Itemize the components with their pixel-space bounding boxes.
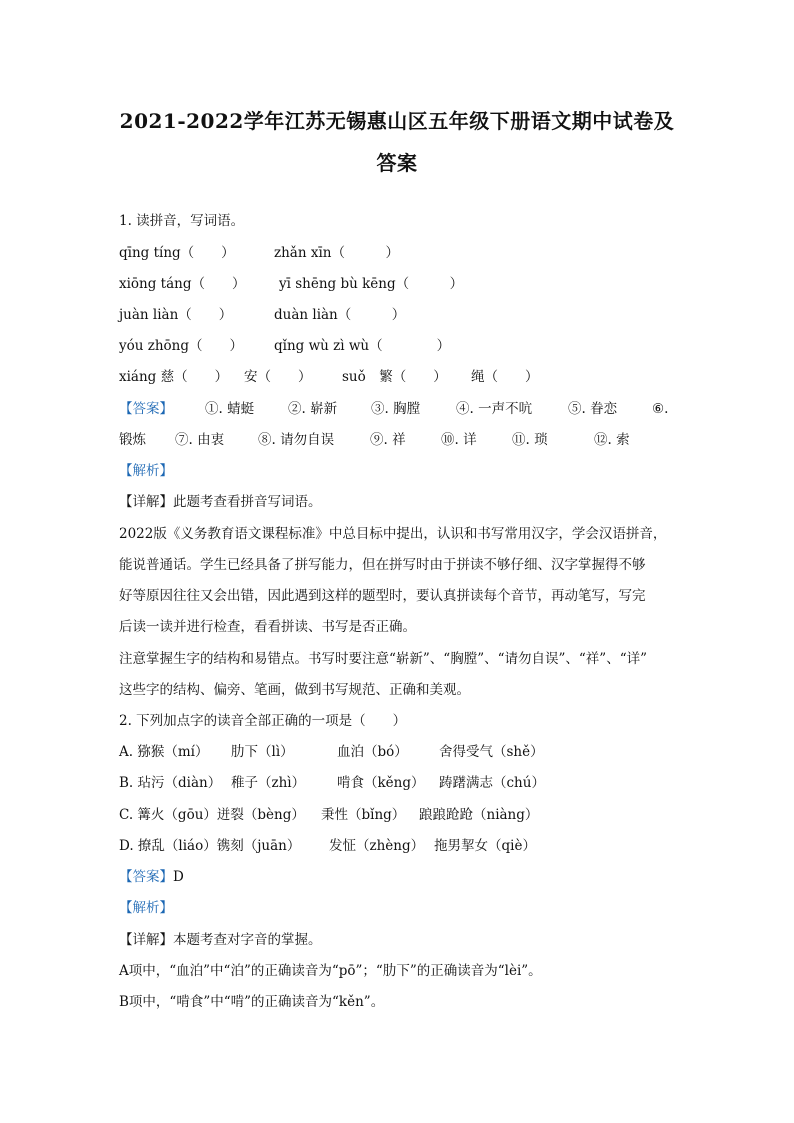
option-item: 稚子（zhì） bbox=[231, 775, 306, 791]
detail-line bbox=[119, 493, 679, 511]
answer-item: ⑦. 由衷 bbox=[175, 432, 225, 448]
option-item: 踌躇满志（chú） bbox=[439, 775, 545, 791]
answer-item: ②. 崭新 bbox=[288, 401, 338, 417]
pinyin-item: xiōng táng（ ） bbox=[119, 276, 246, 292]
explanation-line: B项中，“啃食”中“啃”的正确读音为“kěn”。 bbox=[119, 994, 385, 1010]
pinyin-item: 绳（ ） bbox=[471, 369, 539, 385]
paragraph-line: 2022版《义务教育语文课程标准》中总目标中提出，认识和书写常用汉字，学会汉语拼音， bbox=[119, 526, 667, 542]
option-item: C. 篝火（gōu）迸裂（bèng） bbox=[119, 807, 305, 823]
option-item: A. 猕猴（mí） bbox=[119, 744, 209, 760]
paragraph-line: 注意掌握生字的结构和易错点。书写时要注意“崭新”、“胸膛”、“请勿自误”、“祥”、“详” bbox=[119, 651, 648, 667]
answer-item: ⑤. 眷恋 bbox=[568, 401, 618, 417]
answer-item: ①. 蜻蜓 bbox=[205, 401, 255, 417]
answer-item: ④. 一声不吭 bbox=[456, 401, 533, 417]
answer-tag: 【答案】 bbox=[119, 869, 173, 885]
document-title: 2021-2022学年江苏无锡惠山区五年级下册语文期中试卷及 bbox=[119, 109, 675, 133]
detail-text: 本题考查对字音的掌握。 bbox=[173, 932, 322, 948]
answer-item: ⑫. 索 bbox=[594, 432, 630, 448]
pinyin-item: suǒ 繁（ ） bbox=[342, 369, 447, 385]
paragraph-line: 能说普通话。学生已经具备了拼写能力，但在拼写时由于拼读不够仔细、汉字掌握得不够 bbox=[119, 557, 646, 573]
answer-tag: 【答案】 bbox=[119, 401, 173, 417]
pinyin-item: yī shēng bù kēng（ ） bbox=[279, 276, 464, 292]
paragraph-line: 好等原因往往又会出错，因此遇到这样的题型时，要认真拼读每个音节，再动笔写，写完 bbox=[119, 588, 646, 604]
option-item: 肋下（lì） bbox=[231, 744, 294, 760]
answer-line bbox=[119, 868, 679, 886]
pinyin-item: juàn liàn（ ） bbox=[119, 307, 233, 323]
detail-line bbox=[119, 931, 679, 949]
option-item: 秉性（bǐng） bbox=[321, 807, 406, 823]
option-item: 发怔（zhèng） bbox=[329, 838, 425, 854]
option-item: 啃食（kěng） bbox=[337, 775, 425, 791]
answer-item: ⑥. bbox=[652, 401, 669, 417]
answer-item: ⑪. 琐 bbox=[512, 432, 548, 448]
pinyin-item: qǐng wù zì wù（ ） bbox=[274, 338, 451, 354]
answer-item: ③. 胸膛 bbox=[371, 401, 421, 417]
option-item: D. 撩乱（liáo）镌刻（juān） bbox=[119, 838, 301, 854]
answer-item: 锻炼 bbox=[119, 432, 146, 448]
detail-tag: 【详解】 bbox=[119, 494, 173, 510]
option-item: 血泊（bó） bbox=[337, 744, 408, 760]
answer-item: ⑧. 请勿自误 bbox=[258, 432, 335, 448]
option-item: 踉踉跄跄（niàng） bbox=[419, 807, 539, 823]
explanation-line: A项中，“血泊”中“泊”的正确读音为“pō”；“肋下”的正确读音为“lèi”。 bbox=[119, 963, 542, 979]
option-item: 舍得受气（shě） bbox=[439, 744, 544, 760]
answer-value: D bbox=[173, 869, 184, 885]
pinyin-item: qīng tíng（ ） bbox=[119, 245, 235, 261]
pinyin-item: zhǎn xīn（ ） bbox=[274, 245, 399, 261]
pinyin-item: duàn liàn（ ） bbox=[274, 307, 406, 323]
pinyin-item: yóu zhōng（ ） bbox=[119, 338, 244, 354]
pinyin-item: xiáng 慈（ ） bbox=[119, 369, 229, 385]
detail-tag: 【详解】 bbox=[119, 932, 173, 948]
detail-text: 此题考查看拼音写词语。 bbox=[173, 494, 322, 510]
option-item: B. 玷污（diàn） bbox=[119, 775, 222, 791]
answer-item: ⑩. 详 bbox=[441, 432, 477, 448]
paragraph-line: 这些字的结构、偏旁、笔画，做到书写规范、正确和美观。 bbox=[119, 682, 470, 698]
option-item: 拖男挈女（qiè） bbox=[434, 838, 536, 854]
analysis-tag: 【解析】 bbox=[119, 900, 173, 916]
question-2-stem: 2. 下列加点字的读音全部正确的一项是（ ） bbox=[119, 713, 407, 729]
analysis-tag: 【解析】 bbox=[119, 463, 173, 479]
pinyin-item: 安（ ） bbox=[244, 369, 312, 385]
paragraph-line: 后读一读并进行检查，看看拼读、书写是否正确。 bbox=[119, 619, 416, 635]
question-1-stem: 1. 读拼音，写词语。 bbox=[119, 213, 245, 229]
document-title-continued: 答案 bbox=[376, 151, 418, 175]
answer-item: ⑨. 祥 bbox=[370, 432, 406, 448]
